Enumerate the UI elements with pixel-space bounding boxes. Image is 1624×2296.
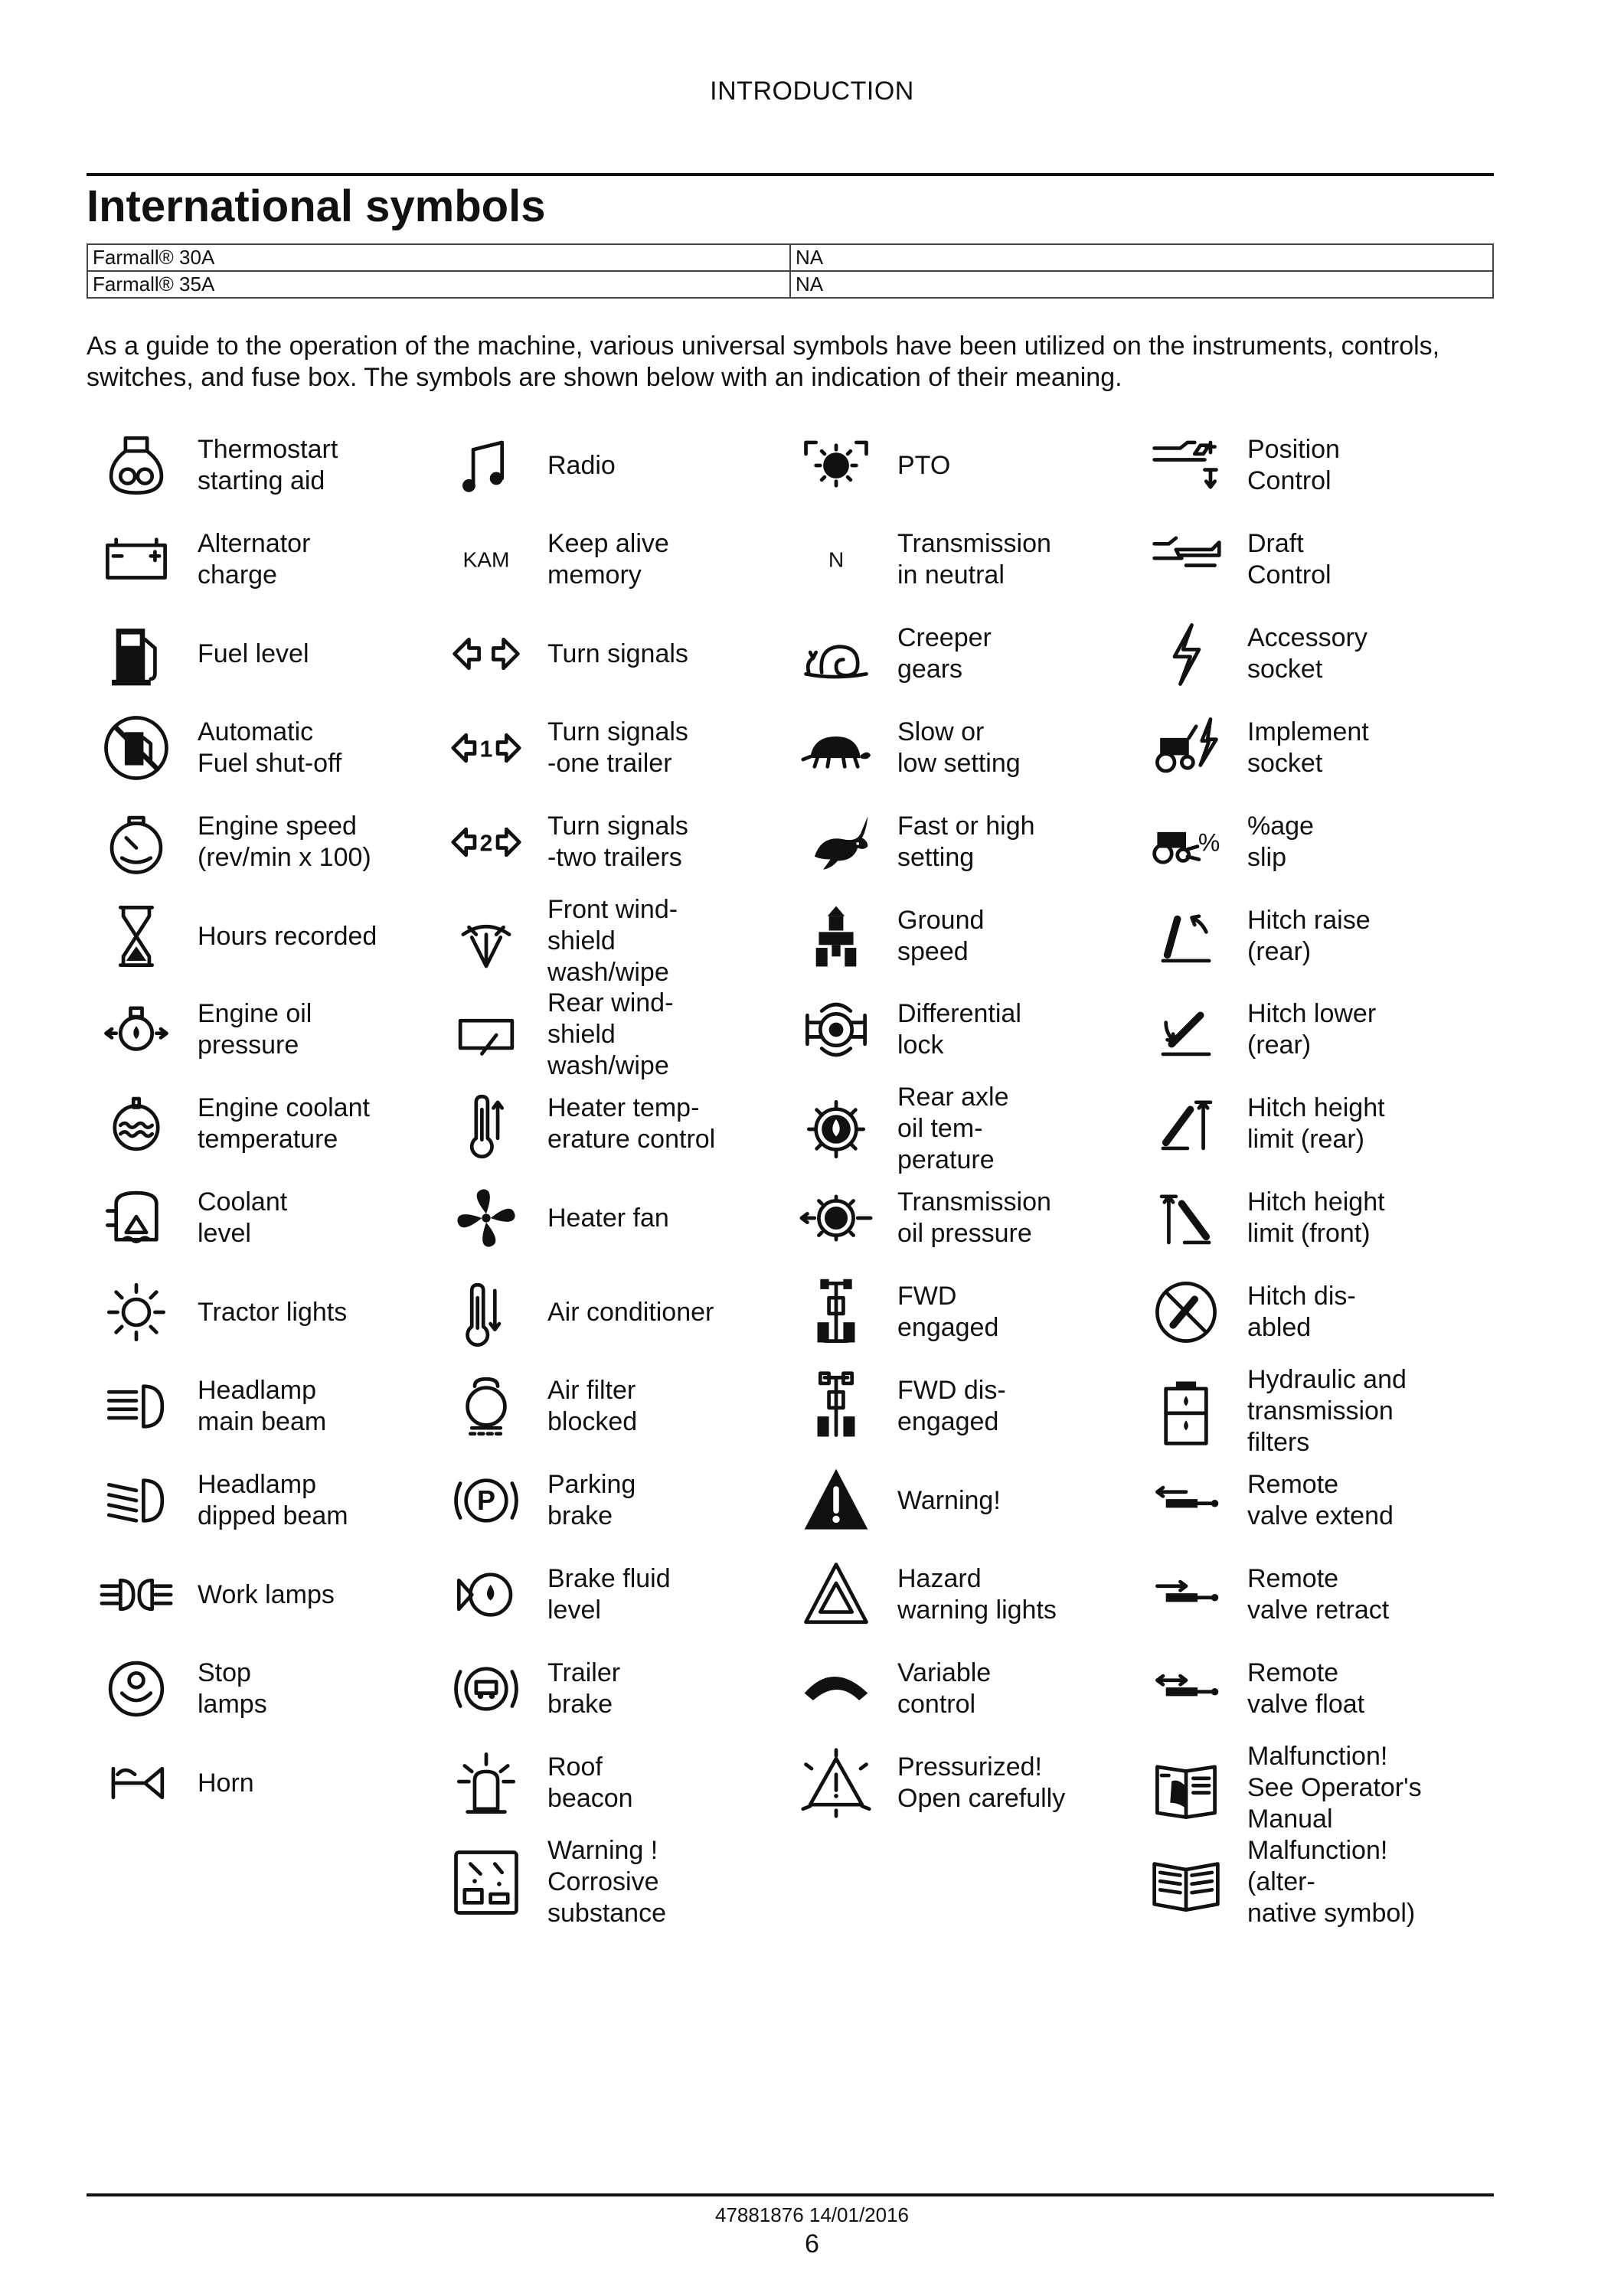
symbol-entry xyxy=(1136,1364,1477,1458)
icon-text: N xyxy=(828,547,845,572)
open-book-icon xyxy=(1136,1840,1236,1925)
symbol-label: Thermostart starting aid xyxy=(198,435,338,495)
hitch-limit-front-icon xyxy=(1136,1176,1236,1260)
symbol-label: Fuel level xyxy=(198,639,309,668)
symbol-entry xyxy=(436,1741,777,1825)
kam-icon xyxy=(436,518,536,602)
symbol-label: Automatic Fuel shut-off xyxy=(198,717,342,778)
symbol-label: Rear wind- shield wash/wipe xyxy=(547,988,674,1080)
rear-axle-temp-icon xyxy=(786,1087,886,1171)
symbol-label: Hitch height limit (front) xyxy=(1247,1187,1385,1248)
symbol-entry xyxy=(436,800,777,884)
symbol-entry xyxy=(1136,1647,1477,1731)
hazard-icon xyxy=(786,1553,886,1637)
symbol-entry xyxy=(1136,1835,1477,1929)
document-reference: 47881876 14/01/2016 xyxy=(714,2203,910,2226)
symbol-label: Ground speed xyxy=(897,906,985,966)
symbol-label: Trailer brake xyxy=(547,1658,621,1719)
trailer-brake-icon xyxy=(436,1647,536,1731)
pto-icon xyxy=(786,423,886,508)
symbol-label: Transmission oil pressure xyxy=(897,1187,1051,1248)
brake-fluid-icon xyxy=(436,1553,536,1637)
symbol-entry xyxy=(1136,988,1477,1072)
symbol-entry xyxy=(1136,1458,1477,1543)
symbol-entry xyxy=(786,988,1127,1072)
symbol-entry xyxy=(87,706,427,790)
engine-speed-icon xyxy=(87,800,186,884)
status-cell: NA xyxy=(790,271,1493,298)
symbol-entry xyxy=(786,1458,1127,1543)
main-beam-icon xyxy=(87,1364,186,1448)
symbol-label: Position Control xyxy=(1247,435,1340,495)
heater-fan-icon xyxy=(436,1176,536,1260)
symbol-entry xyxy=(87,1741,427,1825)
symbol-entry xyxy=(786,423,1127,508)
symbol-label: Creeper gears xyxy=(897,623,992,684)
symbol-label: Malfunction! (alter- native symbol) xyxy=(1247,1836,1416,1928)
rear-wash-wipe-icon xyxy=(436,993,536,1077)
symbol-entry xyxy=(87,1647,427,1731)
tractor-lights-icon xyxy=(87,1270,186,1354)
implement-socket-icon xyxy=(1136,706,1236,790)
running-header: INTRODUCTION xyxy=(710,77,914,106)
symbol-entry xyxy=(786,1647,1127,1731)
symbol-label: FWD dis- engaged xyxy=(897,1376,1006,1436)
turn-signals-two-trailers-icon xyxy=(436,800,536,884)
symbol-entry xyxy=(436,894,777,988)
symbol-entry xyxy=(786,518,1127,602)
symbol-entry xyxy=(436,1458,777,1543)
hare-icon xyxy=(786,800,886,884)
symbol-entry xyxy=(87,894,427,978)
horn-icon xyxy=(87,1741,186,1825)
icon-text: 2 xyxy=(479,831,493,857)
symbol-entry xyxy=(786,1364,1127,1448)
symbol-label: Headlamp dipped beam xyxy=(198,1470,348,1530)
symbol-label: Parking brake xyxy=(547,1470,636,1530)
symbol-entry xyxy=(87,1082,427,1166)
footer-rule xyxy=(87,2193,1494,2196)
icon-text: P xyxy=(477,1485,495,1517)
symbol-entry xyxy=(786,894,1127,978)
symbol-entry xyxy=(436,1176,777,1260)
battery-icon xyxy=(87,518,186,602)
symbol-entry xyxy=(1136,1082,1477,1166)
symbol-label: Variable control xyxy=(897,1658,992,1719)
turn-signals-icon xyxy=(436,612,536,696)
front-wash-wipe-icon xyxy=(436,900,536,984)
symbol-label: Transmission in neutral xyxy=(897,529,1051,590)
radio-icon xyxy=(436,423,536,508)
transmission-oil-pressure-icon xyxy=(786,1176,886,1260)
icon-text: KAM xyxy=(462,547,510,572)
oil-pressure-icon xyxy=(87,988,186,1072)
symbol-entry xyxy=(436,1082,777,1166)
neutral-icon xyxy=(786,518,886,602)
symbol-entry xyxy=(87,423,427,508)
stop-lamps-icon xyxy=(87,1647,186,1731)
manual-hand-icon xyxy=(1136,1746,1236,1831)
symbol-label: Tractor lights xyxy=(198,1297,348,1327)
intro-paragraph: As a guide to the operation of the machine, various universal symbols have been utilized on the instruments, controls, switches, and fuse box. The symbols are shown below with an indication of their meaning. xyxy=(87,331,1440,392)
symbol-label: Hitch dis- abled xyxy=(1247,1282,1356,1342)
symbol-entry xyxy=(87,1364,427,1448)
symbol-entry xyxy=(1136,706,1477,790)
heater-temp-icon xyxy=(436,1082,536,1166)
symbol-entry xyxy=(1136,518,1477,602)
symbol-entry xyxy=(1136,1176,1477,1260)
symbol-grid xyxy=(87,423,1494,1947)
symbol-entry xyxy=(87,1176,427,1260)
symbol-label: Rear axle oil tem- perature xyxy=(897,1083,1009,1174)
hydraulic-filters-icon xyxy=(1136,1370,1236,1454)
hourglass-icon xyxy=(87,894,186,978)
air-filter-icon xyxy=(436,1364,536,1448)
symbol-entry xyxy=(1136,800,1477,884)
symbol-label: Keep alive memory xyxy=(547,529,669,590)
valve-extend-icon xyxy=(1136,1458,1236,1543)
symbol-label: Engine coolant temperature xyxy=(198,1093,370,1154)
symbol-label: Warning ! Corrosive substance xyxy=(547,1836,666,1928)
symbol-entry xyxy=(1136,894,1477,978)
page-title: International symbols xyxy=(87,181,546,231)
position-control-icon xyxy=(1136,423,1236,508)
symbol-label: Accessory socket xyxy=(1247,623,1367,684)
symbol-entry xyxy=(436,706,777,790)
symbol-entry xyxy=(1136,1270,1477,1354)
symbol-label: Turn signals xyxy=(547,639,688,668)
snail-icon xyxy=(786,612,886,696)
icon-text: % xyxy=(1198,828,1220,857)
symbol-label: Fast or high setting xyxy=(897,812,1035,872)
symbol-label: %age slip xyxy=(1247,812,1314,872)
coolant-level-icon xyxy=(87,1176,186,1260)
status-cell: NA xyxy=(790,244,1493,271)
turn-signals-one-trailer-icon xyxy=(436,706,536,790)
work-lamps-icon xyxy=(87,1553,186,1637)
thermostart-icon xyxy=(87,423,186,508)
symbol-label: Pressurized! Open carefully xyxy=(897,1752,1066,1813)
symbol-entry xyxy=(1136,612,1477,696)
symbol-entry xyxy=(1136,423,1477,508)
symbol-label: Hours recorded xyxy=(198,921,377,951)
symbol-label: Implement socket xyxy=(1247,717,1369,778)
symbol-entry xyxy=(87,1270,427,1354)
symbol-label: Warning! xyxy=(897,1485,1001,1515)
symbol-label: Headlamp main beam xyxy=(198,1376,327,1436)
symbol-entry xyxy=(436,423,777,508)
symbol-label: Hydraulic and transmission filters xyxy=(1247,1365,1407,1457)
parking-brake-icon xyxy=(436,1458,536,1543)
fuel-pump-icon xyxy=(87,612,186,696)
model-cell: Farmall® 35A xyxy=(87,271,790,298)
coolant-temp-icon xyxy=(87,1082,186,1166)
symbol-label: Alternator charge xyxy=(198,529,311,590)
page-number: 6 xyxy=(805,2229,819,2258)
symbol-entry xyxy=(1136,1741,1477,1835)
symbol-entry xyxy=(87,612,427,696)
symbol-label: Slow or low setting xyxy=(897,717,1021,778)
draft-control-icon xyxy=(1136,518,1236,602)
symbol-label: Stop lamps xyxy=(198,1658,267,1719)
symbol-label: Hitch raise (rear) xyxy=(1247,906,1371,966)
valve-retract-icon xyxy=(1136,1553,1236,1637)
symbol-label: Work lamps xyxy=(198,1579,335,1609)
symbol-label: Hitch lower (rear) xyxy=(1247,999,1377,1060)
symbol-label: PTO xyxy=(897,450,951,480)
symbol-entry xyxy=(786,612,1127,696)
valve-float-icon xyxy=(1136,1647,1236,1731)
table-row xyxy=(87,244,1493,271)
header-rule xyxy=(87,173,1494,176)
symbol-entry xyxy=(87,1458,427,1543)
model-cell: Farmall® 30A xyxy=(87,244,790,271)
symbol-entry xyxy=(87,1553,427,1637)
symbol-label: Roof beacon xyxy=(547,1752,633,1813)
symbol-label: Horn xyxy=(198,1768,254,1798)
symbol-entry xyxy=(786,1741,1127,1825)
roof-beacon-icon xyxy=(436,1741,536,1825)
symbol-entry xyxy=(87,988,427,1072)
symbol-label: Heater fan xyxy=(547,1203,669,1233)
symbol-entry xyxy=(436,518,777,602)
symbol-entry xyxy=(87,800,427,884)
symbol-label: Remote valve float xyxy=(1247,1658,1365,1719)
fwd-disengaged-icon xyxy=(786,1364,886,1448)
icon-text: 1 xyxy=(479,736,493,763)
model-table xyxy=(87,243,1494,299)
table-row xyxy=(87,271,1493,298)
symbol-label: Air filter blocked xyxy=(547,1376,638,1436)
symbol-label: Heater temp- erature control xyxy=(547,1093,716,1154)
symbol-label: Engine speed (rev/min x 100) xyxy=(198,812,371,872)
hitch-limit-rear-icon xyxy=(1136,1082,1236,1166)
symbol-label: Turn signals -two trailers xyxy=(547,812,688,872)
fuel-shutoff-icon xyxy=(87,706,186,790)
symbol-entry xyxy=(786,706,1127,790)
symbol-entry xyxy=(87,518,427,602)
symbol-label: Air conditioner xyxy=(547,1297,714,1327)
variable-control-icon xyxy=(786,1647,886,1731)
symbol-label: FWD engaged xyxy=(897,1282,999,1342)
slip-icon xyxy=(1136,800,1236,884)
symbol-label: Hazard warning lights xyxy=(897,1564,1057,1625)
ground-speed-icon xyxy=(786,894,886,978)
symbol-label: Engine oil pressure xyxy=(198,999,312,1060)
symbol-entry xyxy=(786,1176,1127,1260)
symbol-entry xyxy=(436,1553,777,1637)
symbol-entry xyxy=(436,1270,777,1354)
symbol-entry xyxy=(436,612,777,696)
symbol-label: Hitch height limit (rear) xyxy=(1247,1093,1385,1154)
hitch-lower-icon xyxy=(1136,988,1236,1072)
symbol-label: Coolant level xyxy=(198,1187,288,1248)
tortoise-icon xyxy=(786,706,886,790)
symbol-label: Malfunction! See Operator's Manual xyxy=(1247,1742,1422,1834)
symbol-label: Turn signals -one trailer xyxy=(547,717,688,778)
symbol-label: Differential lock xyxy=(897,999,1021,1060)
symbol-label: Radio xyxy=(547,450,616,480)
symbol-entry xyxy=(786,1553,1127,1637)
symbol-entry xyxy=(1136,1553,1477,1637)
symbol-label: Front wind- shield wash/wipe xyxy=(547,895,678,987)
hitch-raise-icon xyxy=(1136,894,1236,978)
pressurized-icon xyxy=(786,1741,886,1825)
hitch-disabled-icon xyxy=(1136,1270,1236,1354)
symbol-label: Brake fluid level xyxy=(547,1564,671,1625)
warning-icon xyxy=(786,1458,886,1543)
symbol-entry xyxy=(436,988,777,1082)
symbol-entry xyxy=(436,1647,777,1731)
symbol-entry xyxy=(786,1270,1127,1354)
symbol-entry xyxy=(786,800,1127,884)
corrosive-icon xyxy=(436,1840,536,1925)
symbol-label: Draft Control xyxy=(1247,529,1332,590)
symbol-entry xyxy=(436,1835,777,1929)
symbol-label: Remote valve extend xyxy=(1247,1470,1394,1530)
symbol-entry xyxy=(786,1082,1127,1176)
air-conditioner-icon xyxy=(436,1270,536,1354)
dipped-beam-icon xyxy=(87,1458,186,1543)
symbol-label: Remote valve retract xyxy=(1247,1564,1390,1625)
symbol-entry xyxy=(436,1364,777,1448)
fwd-engaged-icon xyxy=(786,1270,886,1354)
accessory-socket-icon xyxy=(1136,612,1236,696)
diff-lock-icon xyxy=(786,988,886,1072)
